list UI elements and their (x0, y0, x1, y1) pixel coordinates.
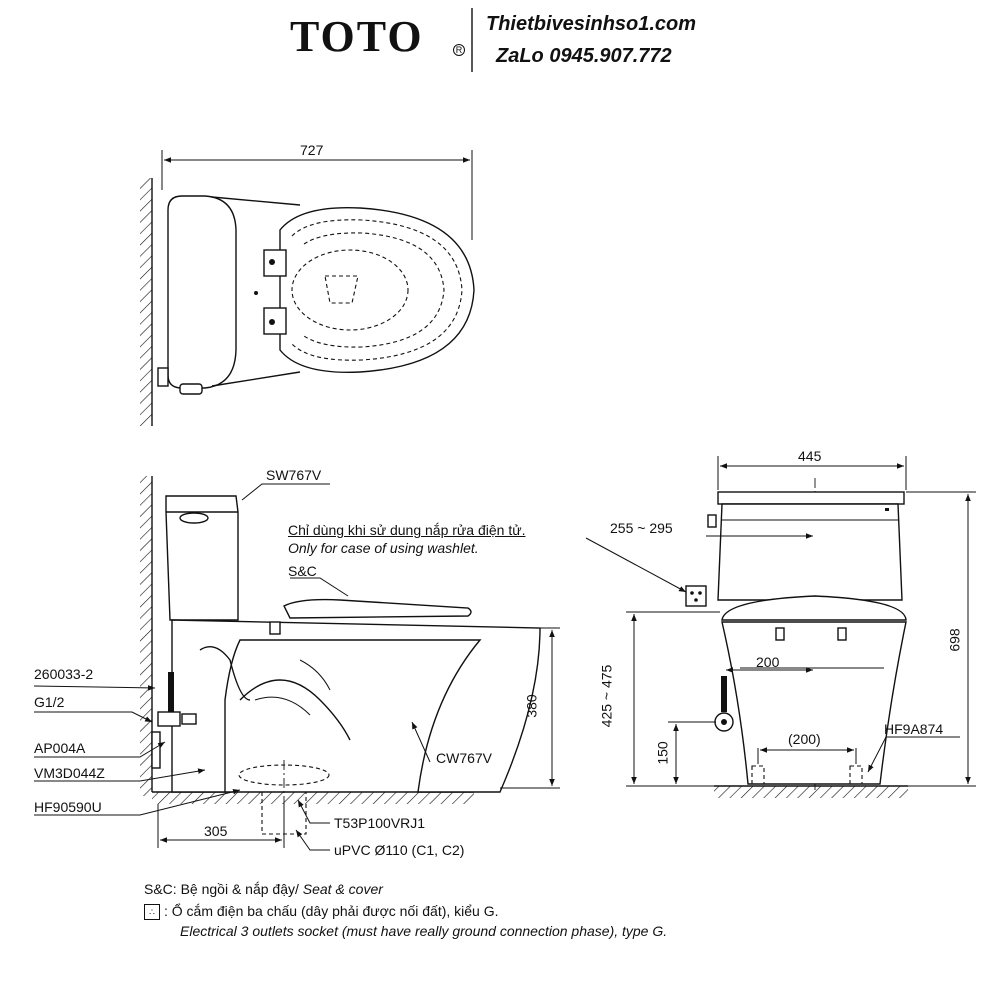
legend-socket-en: Electrical 3 outlets socket (must have really ground connection phase), type G. (180, 923, 668, 939)
part-label-260033-2: 260033-2 (34, 666, 94, 682)
top-tank (168, 196, 236, 388)
bowl-height-label: 380 (523, 694, 540, 718)
legend-seat-cover-en: Seat & cover (302, 881, 383, 897)
leader-tank (242, 484, 330, 500)
part-label-ap004a: AP004A (34, 740, 86, 756)
toto-logo: TOTO (290, 12, 424, 61)
legend-seat-cover (144, 880, 383, 898)
total-height-label: 698 (946, 628, 963, 652)
bowl-model-label: CW767V (436, 750, 493, 766)
socket-icon (686, 586, 706, 606)
washlet-note-vi: Chỉ dùng khi sử dung nắp rửa điện tử. (288, 522, 526, 538)
hose-model-label: HF9A874 (884, 721, 944, 737)
bolt-spacing-label: (200) (788, 731, 821, 747)
socket-height-label: 255 ~ 295 (610, 520, 673, 536)
side-bowl (172, 620, 540, 792)
rough-in-label: 305 (204, 823, 228, 839)
top-view (140, 150, 474, 426)
socket-icon: ∴ (144, 904, 160, 920)
legend-seat-cover-vi: S&C: Bệ ngồi & nắp đậy/ (144, 881, 303, 897)
website-text: Thietbivesinhso1.com (486, 13, 697, 35)
contact-text: ZaLo 0945.907.772 (496, 45, 672, 67)
top-seat (280, 208, 474, 373)
part-label-vm3d044z: VM3D044Z (34, 765, 105, 781)
side-seat-cover (284, 600, 471, 618)
legend-socket (144, 902, 499, 920)
front-bowl (722, 622, 906, 784)
leader-socket (586, 538, 686, 592)
supply-offset-label: 200 (756, 654, 780, 670)
supply-height-label: 150 (654, 741, 671, 765)
tank-model-label: SW767V (266, 467, 322, 483)
registered-mark: R (453, 44, 465, 56)
front-width-label: 445 (798, 448, 822, 464)
front-tank (718, 504, 902, 600)
seat-cover-label: S&C (288, 563, 317, 579)
top-width-label: 727 (300, 142, 324, 158)
flange-model-label: T53P100VRJ1 (334, 815, 426, 831)
legend-socket-vi: : Ổ cắm điện ba chấu (dây phải được nối đất), kiểu G. (164, 903, 499, 919)
part-label-g12: G1/2 (34, 694, 65, 710)
washlet-note-en: Only for case of using washlet. (288, 540, 479, 556)
waste-pipe-label: uPVC Ø110 (C1, C2) (334, 842, 465, 858)
part-label-hf90590u: HF90590U (34, 799, 102, 815)
seat-height-label: 425 ~ 475 (598, 664, 615, 728)
